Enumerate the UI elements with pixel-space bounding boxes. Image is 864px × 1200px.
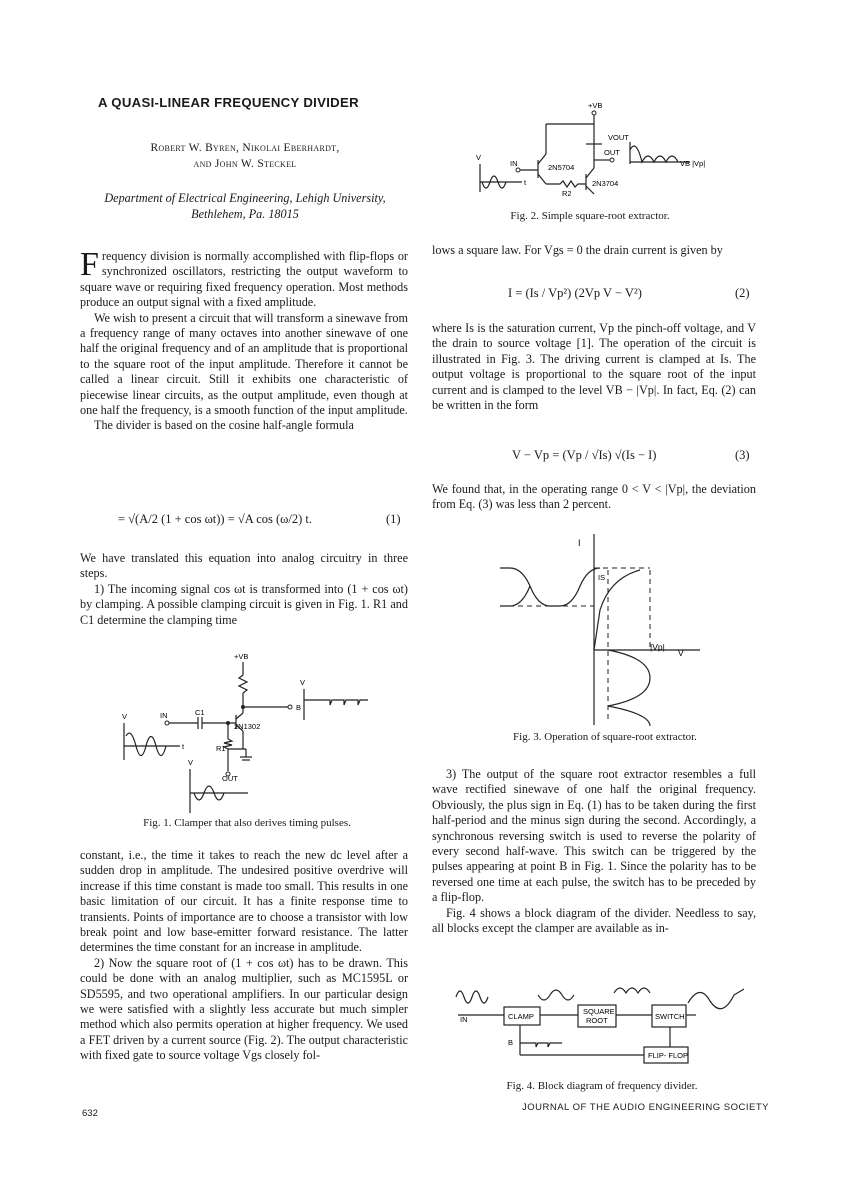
fig1-v-pulse-label: V <box>300 678 306 687</box>
right-column-bottom <box>432 767 756 936</box>
intro-paragraph: Frequency division is normally accomplished with flip-flops or synchronized oscillators, restricting the output waveform to square wave or requiring fixed frequency operation. Most methods produce an output signal with a fixed amplitude. <box>80 246 408 310</box>
left-column-top <box>80 246 408 434</box>
fig3-vp-label: |Vp| <box>650 642 665 652</box>
figure-1-caption: Fig. 1. Clamper that also derives timing pulses. <box>143 817 351 829</box>
equation-2-number: (2) <box>735 286 750 300</box>
figure-2-square-root-extractor <box>470 98 710 206</box>
fig4-flipflop-label: FLIP- FLOP <box>648 1051 689 1060</box>
fig2-q2-label: 2N3704 <box>592 179 619 188</box>
equation-3: V − Vp = (Vp / √Is) √(Is − I) <box>512 448 657 462</box>
fig1-t-label: t <box>182 742 185 751</box>
figure-4-caption: Fig. 4. Block diagram of frequency divider. <box>506 1080 698 1092</box>
figure-4-block-diagram <box>452 975 752 1077</box>
fig2-vp-label: VB |Vp| <box>680 159 706 168</box>
fig2-q1-label: 2N5704 <box>548 163 575 172</box>
equation-2: I = (Is / Vp²) (2Vp V − V²) <box>508 286 642 300</box>
right-column-top <box>432 243 756 258</box>
drop-cap: F <box>80 246 99 283</box>
fig1-c1-label: C1 <box>195 708 205 717</box>
affiliation-line-1: Department of Electrical Engineering, Lehigh University, <box>104 191 386 205</box>
fig1-b-label: B <box>296 703 302 712</box>
fig4-sqrt-label-1: SQUARE <box>583 1007 615 1016</box>
right-column-mid <box>432 321 756 413</box>
fig4-in-label: IN <box>460 1015 468 1024</box>
body-paragraph: 3) The output of the square root extractor resembles a full wave rectified sinewave of one half the original frequency. Obviously, the plus sign in Eq. (1) has to be taken during the first half-period and the minus sign during the second. Accordingly, a synchronous reversing switch is used to reverse the polarity of every second half-wave. This switch can be triggered by the pulses appearing at point B in Fig. 1. Since the polarity has to be reversed one time at each pulse, the switch has to be preceded by a flip-flop. <box>432 767 756 905</box>
fig2-in-label: IN <box>510 159 518 168</box>
fig2-t-label: t <box>524 178 527 187</box>
fig2-out-label: OUT <box>604 148 620 157</box>
fig1-transistor-label: 2N1302 <box>234 722 261 731</box>
fig4-clamp-label: CLAMP <box>508 1012 534 1021</box>
body-paragraph: lows a square law. For Vgs = 0 the drain current is given by <box>432 243 723 257</box>
body-paragraph: 2) Now the square root of (1 + cos ωt) has to be drawn. This could be done with an analog multiplier, such as MC1595L or SD5595, and two operational amplifiers. In our particular design we were satisfied with a slightly less accurate but much simpler method which also permits operation at higher frequency. We used a FET driven by a current source (Fig. 2). The output characteristic with fixed gate to source voltage Vgs closely fol- <box>80 955 408 1063</box>
fig1-v-input-label: V <box>122 712 128 721</box>
figure-2-caption: Fig. 2. Simple square-root extractor. <box>510 210 670 222</box>
fig3-i-label: I <box>578 538 581 548</box>
authors-line-2: and John W. Steckel <box>193 158 297 170</box>
fig2-r2-label: R2 <box>562 189 572 198</box>
right-column-mid-2 <box>432 482 756 513</box>
fig1-v-output-label: V <box>188 758 194 767</box>
journal-name: JOURNAL OF THE AUDIO ENGINEERING SOCIETY <box>522 1102 769 1113</box>
fig3-is-label: IS <box>598 573 606 582</box>
left-column-mid <box>80 551 408 628</box>
body-paragraph: Fig. 4 shows a block diagram of the divider. Needless to say, all blocks except the clamper are available as in- <box>432 905 756 936</box>
fig4-switch-label: SWITCH <box>655 1012 685 1021</box>
equation-1: = √(A/2 (1 + cos ωt)) = √A cos (ω/2) t. <box>118 512 313 526</box>
author-list <box>110 140 380 172</box>
figure-1-clamper-circuit <box>112 645 382 815</box>
fig4-b-label: B <box>508 1038 514 1047</box>
figure-3-caption: Fig. 3. Operation of square-root extractor. <box>513 731 697 743</box>
figure-3-operation-plot <box>490 530 720 730</box>
fig2-v-label: V <box>476 153 482 162</box>
left-column-bottom <box>80 848 408 1064</box>
affiliation-line-2: Bethlehem, Pa. 18015 <box>191 207 299 221</box>
body-paragraph: constant, i.e., the time it takes to reach the new dc level after a sudden drop in amplitude. The undesired positive overdrive will increase if this time constant is made too small. This results in one basic limitation of our circuit. It has a finite response time to transients. Points of importance are to choose a transistor with low break point and low base-emitter forward resistance. The latter determines the time constant for an increase in amplitude. <box>80 848 408 955</box>
body-paragraph: 1) The incoming signal cos ωt is transformed into (1 + cos ωt) by clamping. A possible clamping circuit is given in Fig. 1. R1 and C1 determine the clamping time <box>80 581 408 627</box>
body-paragraph: We wish to present a circuit that will transform a sinewave from a frequency range of many octaves into another sinewave of one half the original frequency and of an amplitude that is proportional to the square root of the input amplitude. Therefore it cannot be called a linear circuit. Still it exhibits one characteristic of piecewise linear circuits, as the output amplitude, even though at one half the frequency, is a smooth function of the input amplitude. <box>80 310 408 418</box>
fig1-out-label: OUT <box>222 774 238 783</box>
body-paragraph: We found that, in the operating range 0 < V < |Vp|, the deviation from Eq. (3) was less than 2 percent. <box>432 482 756 512</box>
body-paragraph: where Is is the saturation current, Vp the pinch-off voltage, and V the drain to source voltage [1]. The operation of the circuit is illustrated in Fig. 3. The driving current is clamped at Is. The output voltage is proportional to the square root of the input current and is clamped to the level VB − |Vp|. In fact, Eq. (2) can be written in the form <box>432 321 756 413</box>
equation-1-number: (1) <box>386 512 401 526</box>
paper-title: A QUASI-LINEAR FREQUENCY DIVIDER <box>98 95 359 110</box>
fig3-v-label: V <box>678 648 684 658</box>
fig2-vb-label: +VB <box>588 101 603 110</box>
affiliation <box>80 190 410 222</box>
body-paragraph: We have translated this equation into analog circuitry in three steps. <box>80 551 408 581</box>
fig1-vb-label: +VB <box>234 652 249 661</box>
fig1-in-label: IN <box>160 711 168 720</box>
equation-3-number: (3) <box>735 448 750 462</box>
fig1-r1-label: R1 <box>216 744 226 753</box>
body-paragraph: The divider is based on the cosine half-angle formula <box>94 418 354 433</box>
page-number: 632 <box>82 1108 98 1119</box>
authors-line-1: Robert W. Byren, Nikolai Eberhardt, <box>150 142 340 154</box>
fig2-vout-label: VOUT <box>608 133 629 142</box>
fig4-sqrt-label-2: ROOT <box>586 1016 608 1025</box>
